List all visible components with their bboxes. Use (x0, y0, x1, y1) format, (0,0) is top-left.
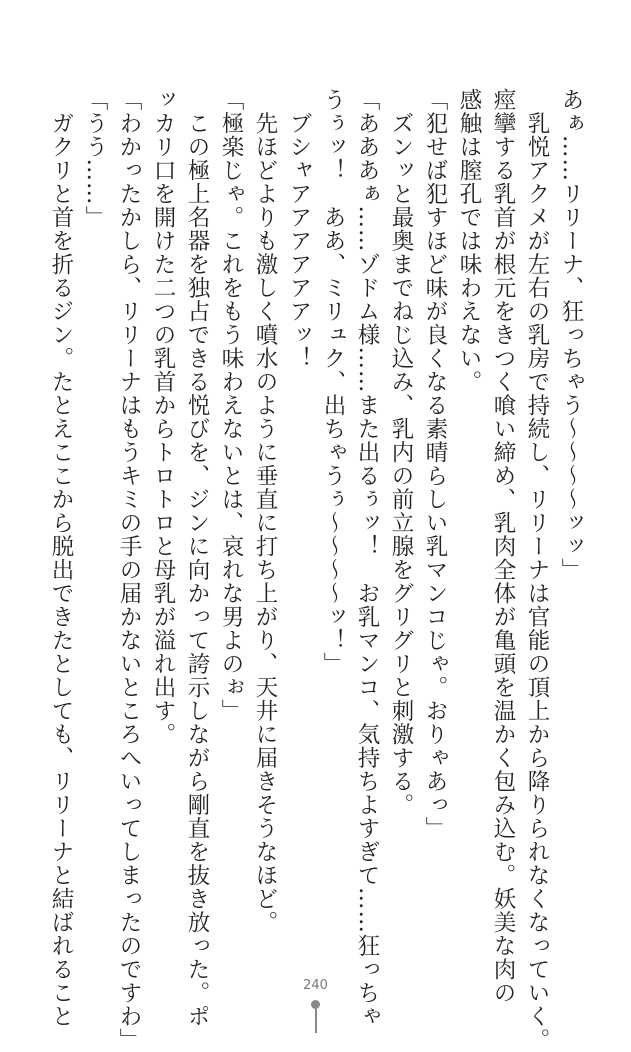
text-column: 「わかったかしら、リリーナはもうキミの手の届かないところへいってしまったのですわ」 (116, 88, 142, 1052)
page-footer (0, 978, 631, 1033)
page-marker-line (315, 1009, 317, 1033)
text-column: ブシャアアアアアアッ！ (286, 88, 312, 370)
text-column: 「あああぁ……ゾドム様……また出るぅッ！ お乳マンコ、気持ちよすぎて……狂っちゃ (354, 88, 380, 1028)
text-column: ッカリ口を開けた二つの乳首からトロトロと母乳が溢れ出す。 (150, 88, 176, 746)
text-column: ガクリと首を折るジン。たとえここから脱出できたとしても、リリーナと結ばれること (48, 88, 74, 1028)
text-column: あぁ……リリーナ、狂っちゃう〜〜〜〜ッッ」 (558, 88, 584, 582)
page-marker-dot (311, 1000, 320, 1009)
text-column: 先ほどよりも激しく噴水のように垂直に打ち上がり、天井に届きそうなほど。 (252, 88, 278, 934)
page-number: 240 (303, 978, 328, 993)
text-column: 感触は膣孔では味わえない。 (456, 88, 482, 394)
text-column: うぅッ！ ああ、ミリュク、出ちゃうぅ〜〜〜〜ッ！」 (320, 88, 346, 676)
text-column: この極上名器を独占できる悦びを、ジンに向かって誇示しながら剛直を抜き放った。ポ (184, 88, 210, 1028)
text-column: 乳悦アクメが左右の乳房で持続し、リリーナは官能の頂上から降りられなくなっていく。 (524, 88, 550, 1052)
text-column: 「犯せば犯すほど味が良くなる素晴らしい乳マンコじゃ。おりゃあっ」 (422, 88, 448, 840)
text-column: 「うう……」 (82, 88, 108, 229)
text-column: 痙攣する乳首が根元をきつく喰い締め、乳肉全体が亀頭を温かく包み込む。妖美な肉の (490, 88, 516, 1005)
text-column: ズンッと最奥までねじ込み、乳内の前立腺をグリグリと刺激する。 (388, 88, 414, 817)
text-column: 「極楽じゃ。これをもう味わえないとは、哀れな男よのぉ」 (218, 88, 244, 723)
